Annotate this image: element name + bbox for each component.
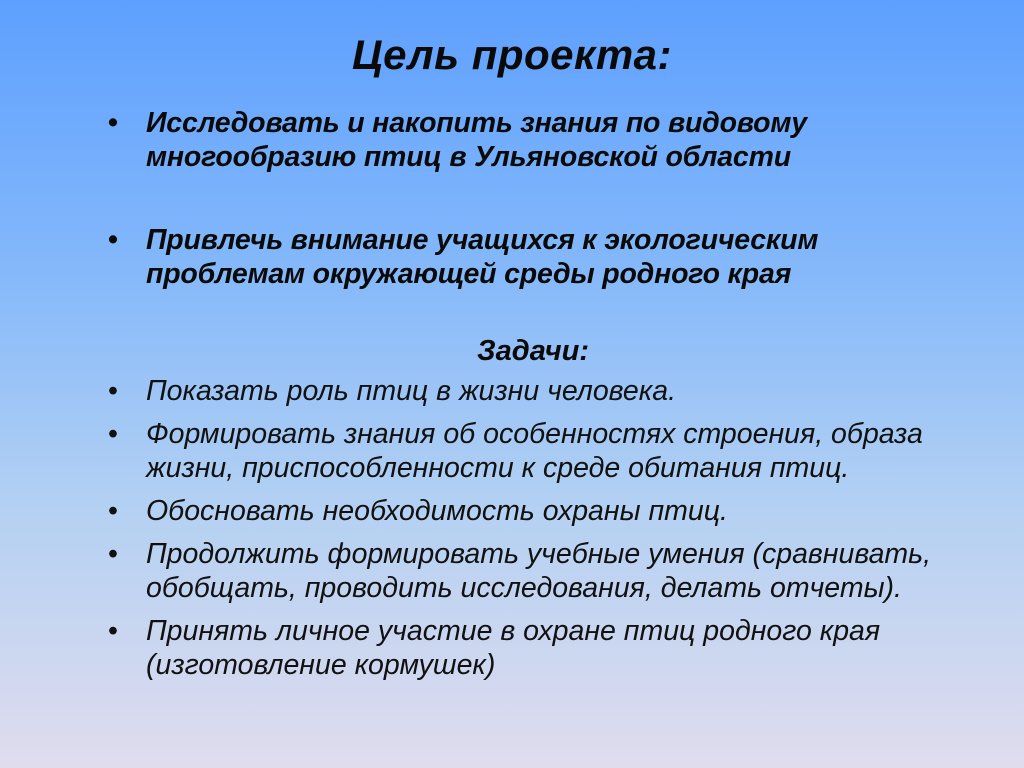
task-text: Формировать знания об особенностях строения, образа жизни, приспособленности к среде обитания птиц. [146, 418, 923, 484]
bullet-icon: • [108, 107, 118, 139]
bullet-icon: • [108, 418, 118, 450]
tasks-heading: Задачи: [477, 335, 589, 367]
bullet-icon: • [108, 375, 118, 407]
goal-text: Привлечь внимание учащихся к экологическим проблемам окружающей среды родного края [146, 224, 819, 290]
slide-title: Цель проекта: [351, 31, 673, 78]
goals-list [108, 106, 938, 340]
bullet-icon: • [108, 615, 118, 647]
task-text: Принять личное участие в охране птиц родного края (изготовление кормушек) [146, 615, 881, 681]
task-item [108, 374, 938, 408]
bullet-icon: • [108, 495, 118, 527]
goal-text: Исследовать и накопить знания по видовому многообразию птиц в Ульяновской области [146, 107, 807, 173]
task-item [108, 494, 938, 528]
task-text: Обосновать необходимость охраны птиц. [146, 495, 728, 527]
task-text: Продолжить формировать учебные умения (сравнивать, обобщать, проводить исследования, делать отчеты). [146, 538, 932, 604]
goal-item [108, 223, 938, 291]
tasks-list [108, 374, 938, 691]
task-item [108, 537, 938, 605]
bullet-icon: • [108, 538, 118, 570]
task-item [108, 614, 938, 682]
task-text: Показать роль птиц в жизни человека. [146, 375, 677, 407]
task-item [108, 417, 938, 485]
goal-item [108, 106, 938, 174]
bullet-icon: • [108, 224, 118, 256]
